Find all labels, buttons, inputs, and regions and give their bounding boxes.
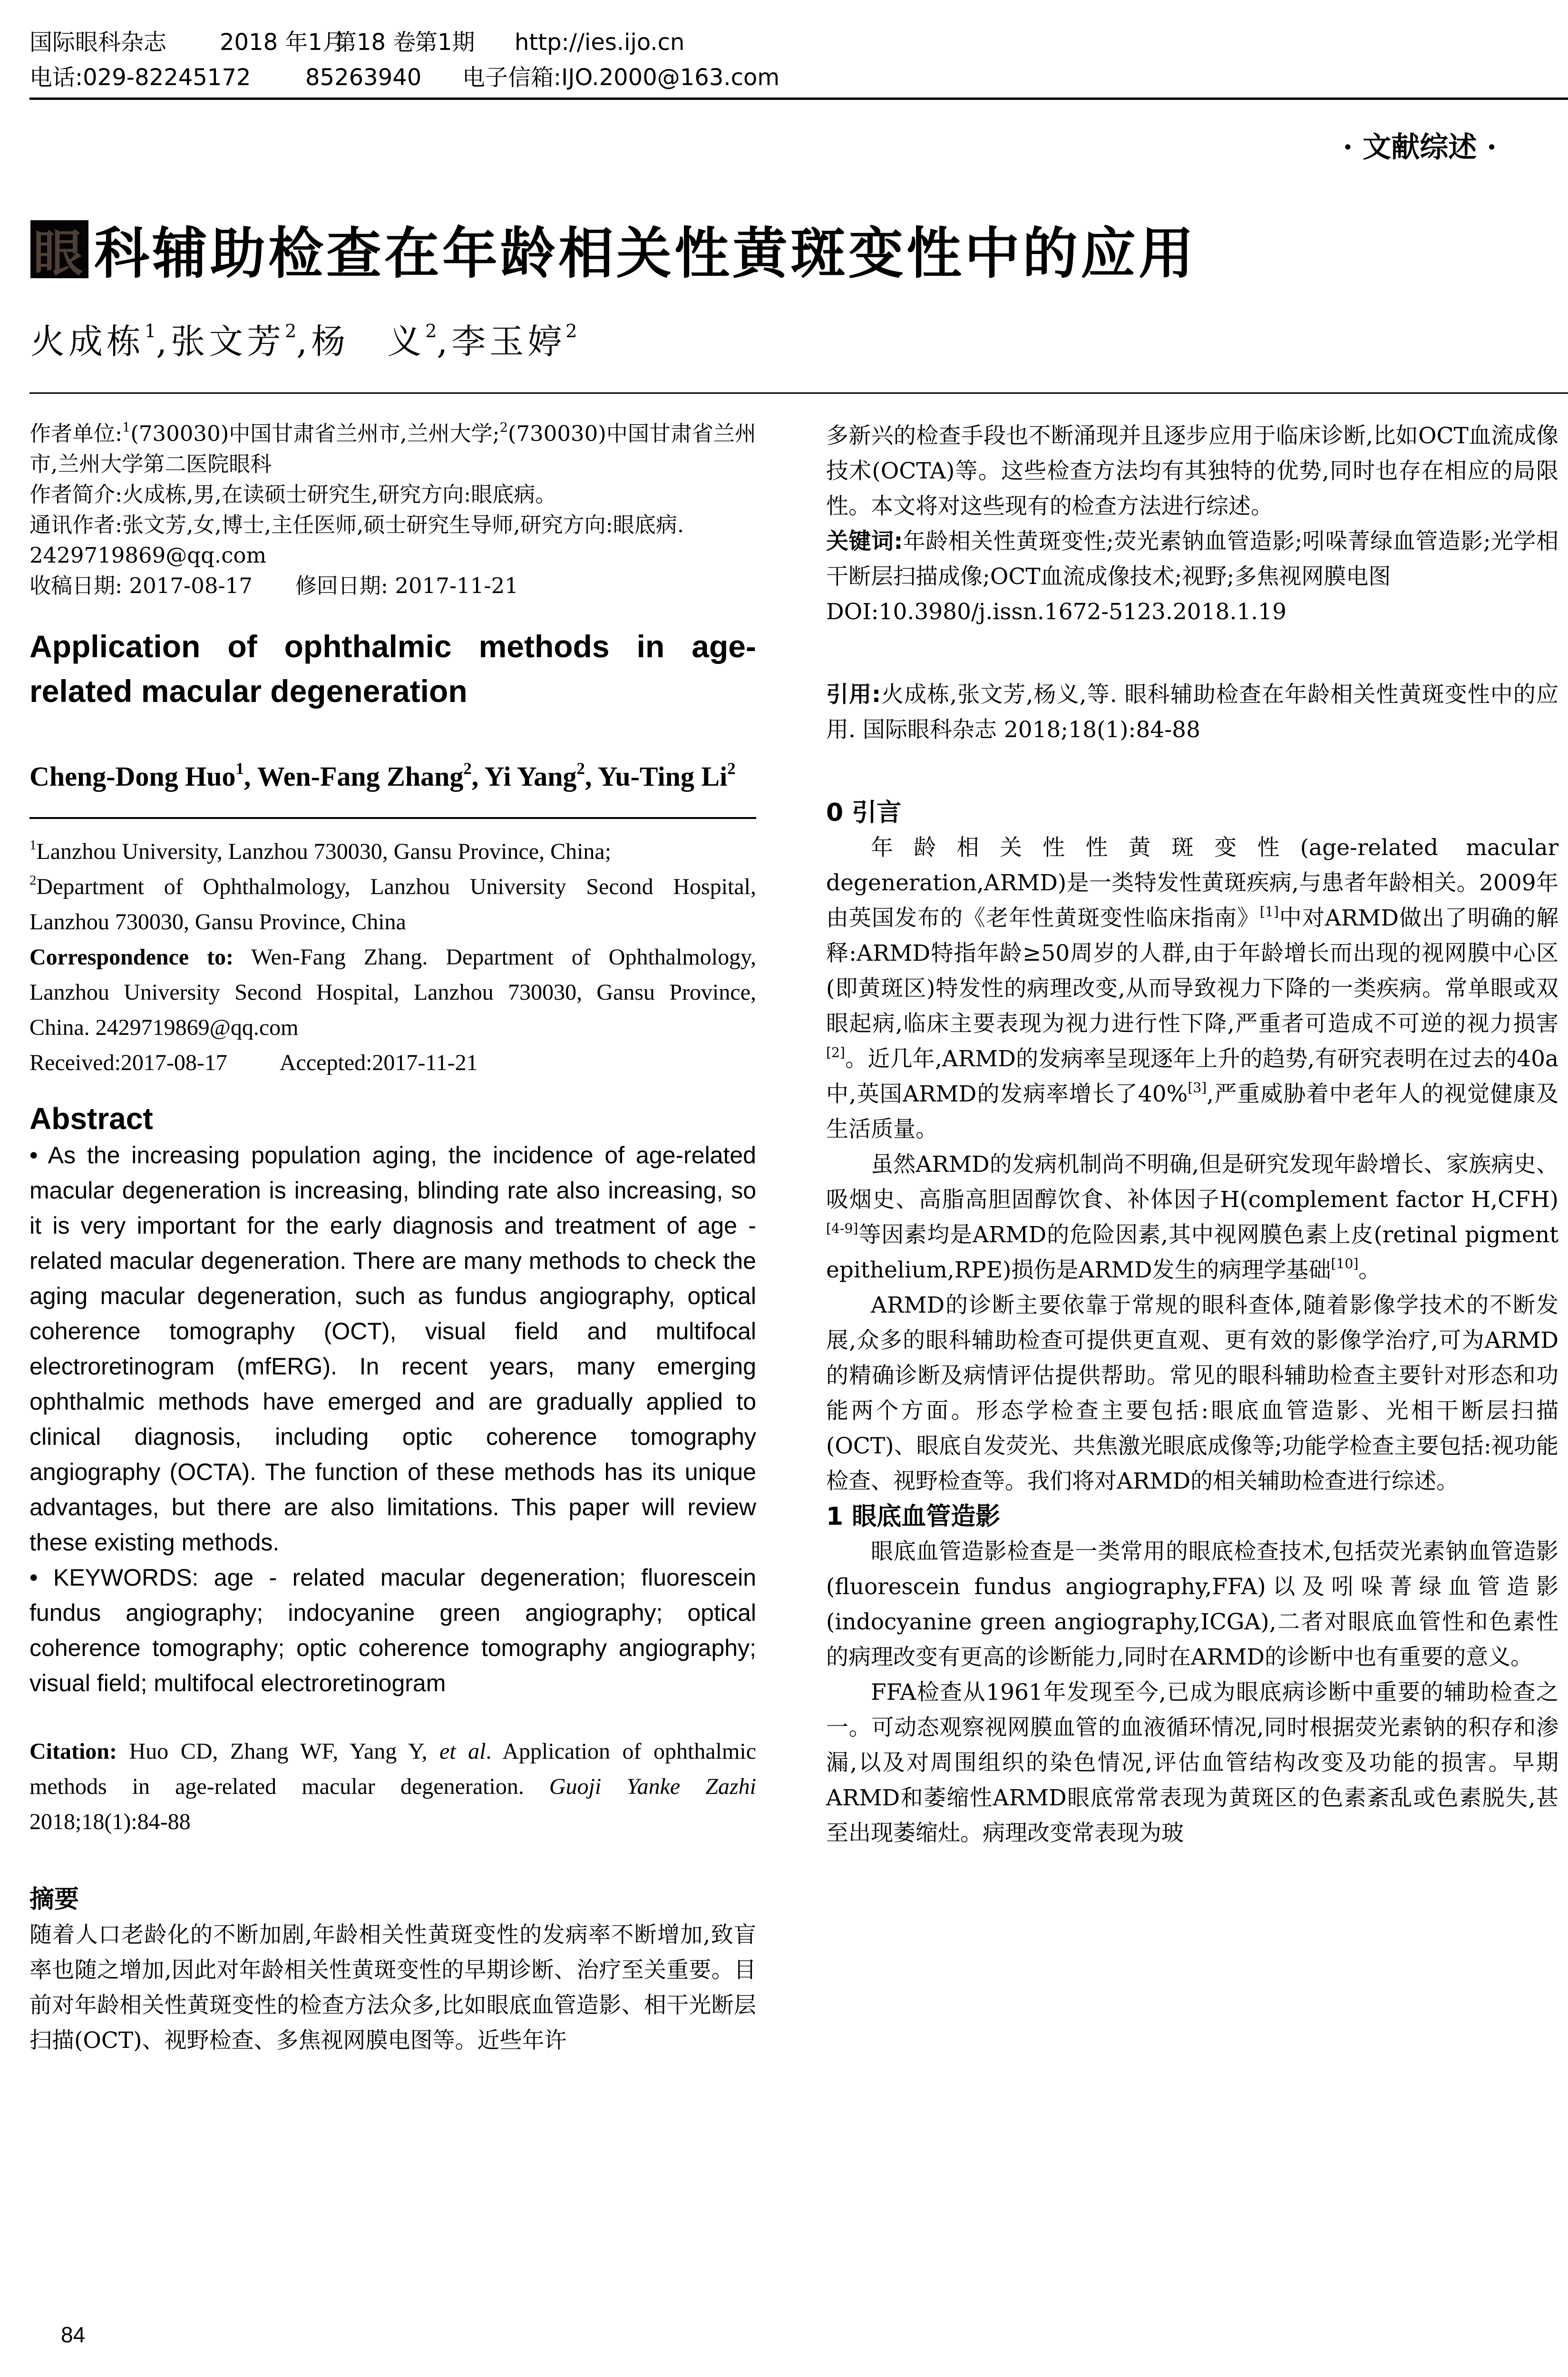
- label: 作者单位:: [29, 421, 123, 446]
- left-column: [29, 419, 756, 2058]
- author-name: Cheng-Dong Huo: [29, 761, 236, 792]
- correspondence: [29, 940, 756, 1045]
- phone: 电话:029-82245172: [29, 64, 251, 91]
- corresponding-author: 通讯作者:张文芳,女,博士,主任医师,硕士研究生导师,研究方向:眼底病. 2429719869@qq.com: [29, 512, 684, 568]
- chinese-citation: [826, 677, 1558, 748]
- citation-label: 引用:: [826, 682, 881, 708]
- volume: 第18 卷: [334, 29, 416, 56]
- citation-etal: et al: [439, 1739, 486, 1764]
- abstract-heading: Abstract: [29, 1101, 153, 1136]
- header-rule: [29, 97, 1568, 100]
- accepted-date: Accepted:2017-11-21: [279, 1050, 478, 1075]
- affiliation-mark: 1: [29, 837, 37, 853]
- running-header-line-2: [29, 60, 1547, 95]
- affiliation-mark: 2: [463, 759, 472, 778]
- reference-mark[interactable]: [4-9]: [826, 1220, 858, 1237]
- english-title: Application of ophthalmic methods in age-related macular degeneration: [29, 629, 756, 709]
- reference-mark[interactable]: [3]: [1188, 1080, 1207, 1096]
- affiliation-mark: 2: [727, 759, 736, 778]
- intro-paragraph-2: [826, 1147, 1558, 1288]
- author-name: Yi Yang: [484, 761, 577, 792]
- text: 年龄相关性性黄斑变性(age-related macular degeneration,ARMD)是一类特发性黄斑疾病,与患者年龄相关。2009年由英国发布的《老年性黄斑变性临床指南》: [826, 835, 1558, 931]
- unit-2: (730030)中国甘肃省兰州市,兰州大学第二医院眼科: [29, 421, 756, 477]
- citation-label: Citation:: [29, 1739, 117, 1764]
- right-column: [826, 419, 1558, 1851]
- text: 。近几年,ARMD的发病率呈现逐年上升的趋势,有研究表明在过去的40a中,英国ARMD的发病率增长了40%: [826, 1046, 1558, 1107]
- section-tag: · 文献综述 ·: [1343, 131, 1497, 164]
- text: 等因素均是ARMD的危险因素,其中视网膜色素上皮(retinal pigment epithelium,RPE)损伤是ARMD发生的病理学基础: [826, 1222, 1558, 1283]
- affiliation-mark: 1: [122, 420, 131, 436]
- citation-journal: Guoji Yanke Zazhi: [549, 1774, 756, 1799]
- affiliation-2: [29, 869, 756, 940]
- author-affiliation-mark: 2: [565, 321, 577, 341]
- author-name: 杨 义: [311, 321, 426, 361]
- citation-text: 火成栋,张文芳,杨义,等. 眼科辅助检查在年龄相关性黄斑变性中的应用. 国际眼科杂志 2018;18(1):84-88: [826, 682, 1559, 743]
- journal-name: 国际眼科杂志: [29, 29, 167, 56]
- chinese-abstract-continued: 多新兴的检查手段也不断涌现并且逐步应用于临床诊断,比如OCT血流成像技术(OCTA)等。这些检查方法均有其独特的优势,同时也存在相应的局限性。本文将对这些现有的检查方法进行综述。: [826, 423, 1558, 519]
- author-affiliation-mark: 2: [425, 321, 437, 341]
- keywords-label: 关键词:: [826, 528, 903, 555]
- section1-paragraph-1: 眼底血管造影检查是一类常用的眼底检查技术,包括荧光素钠血管造影(fluorescein fundus angiography,FFA)以及吲哚菁绿血管造影(indocyanine green angiography,ICGA),二者对眼底血管性和色素性的病理改变有更高的诊断能力,同时在ARMD的诊断中也有重要的意义。: [826, 1539, 1558, 1670]
- affiliation-text: Department of Ophthalmology, Lanzhou University Second Hospital, Lanzhou 730030, Gansu Province, China: [29, 874, 756, 935]
- article-title: [30, 209, 1197, 289]
- citation-text: . Application of ophthalmic methods in age-related macular degeneration.: [29, 1739, 756, 1799]
- english-dates: [29, 1045, 756, 1081]
- affiliation-mark: 2: [29, 872, 37, 888]
- unit-1: (730030)中国甘肃省兰州市,兰州大学;: [130, 421, 500, 446]
- issue-date: 2018 年1月: [220, 29, 345, 56]
- affiliation-text: Lanzhou University, Lanzhou 730030, Gansu Province, China;: [36, 839, 612, 864]
- english-citation: [29, 1734, 756, 1840]
- text: 中对ARMD做出了明确的解释:ARMD特指年龄≥50周岁的人群,由于年龄增长而出现的视网膜中心区(即黄斑区)特发性的病理改变,从而导致视力下降的一类疾病。常单眼或双眼起病,临床主要表现为视力进行性下降,严重者可造成不可逆的视力损害: [826, 905, 1558, 1037]
- reference-mark[interactable]: [2]: [826, 1044, 845, 1061]
- correspondence-label: Correspondence to:: [29, 945, 234, 970]
- author-info: [29, 419, 756, 601]
- intro-paragraph-3: ARMD的诊断主要依靠于常规的眼科查体,随着影像学技术的不断发展,众多的眼科辅助检查可提供更直观、更有效的影像学治疗,可为ARMD的精确诊断及病情评估提供帮助。常见的眼科辅助检查主要针对形态和功能两个方面。形态学检查主要包括:眼底血管造影、光相干断层扫描(OCT)、眼底自发荧光、共焦激光眼底成像等;功能学检查主要包括:视功能检查、视野检查等。我们将对ARMD的相关辅助检查进行综述。: [826, 1292, 1558, 1494]
- author-affiliation-mark: 1: [145, 321, 156, 341]
- text: ,严重威胁着中老年人的视觉健康及生活质量。: [826, 1081, 1558, 1142]
- author-name: 李玉婷: [451, 321, 566, 361]
- chinese-abstract-body: 随着人口老龄化的不断加剧,年龄相关性黄斑变性的发病率不断增加,致盲率也随之增加,因此对年龄相关性黄斑变性的早期诊断、治疗至关重要。目前对年龄相关性黄斑变性的检查方法众多,比如眼底血管造影、相干光断层扫描(OCT)、视野检查、多焦视网膜电图等。近些年许: [29, 1922, 756, 2054]
- affiliation-mark: 1: [235, 759, 244, 778]
- affiliation-mark: 2: [499, 420, 508, 436]
- fax: 85263940: [305, 64, 422, 91]
- email[interactable]: 电子信箱:IJO.2000@163.com: [462, 64, 780, 91]
- received-date: Received:2017-08-17: [29, 1050, 227, 1075]
- chinese-abstract-heading: 摘要: [29, 1885, 79, 1914]
- citation-authors: Huo CD, Zhang WF, Yang Y,: [117, 1739, 439, 1764]
- author-name: 火成栋: [30, 321, 145, 361]
- section-heading-intro: 0 引言: [826, 799, 902, 827]
- running-header: [29, 25, 1547, 95]
- author-name: Yu-Ting Li: [597, 761, 728, 792]
- english-affiliations: [29, 834, 756, 1081]
- keywords-text: 年龄相关性黄斑变性;荧光素钠血管造影;吲哚菁绿血管造影;光学相干断层扫描成像;OCT血流成像技术;视野;多焦视网膜电图: [826, 528, 1558, 590]
- text: 。: [1358, 1257, 1381, 1283]
- author-bio: 作者简介:火成栋,男,在读硕士研究生,研究方向:眼底病。: [29, 482, 557, 507]
- author-name: Wen-Fang Zhang: [257, 761, 464, 792]
- correspondence-text: Wen-Fang Zhang. Department of Ophthalmology, Lanzhou University Second Hospital, Lanzhou 730030, Gansu Province, China. 2429719869@qq.com: [29, 945, 756, 1040]
- title-text: 科辅助检查在年龄相关性黄斑变性中的应用: [94, 222, 1197, 286]
- abstract-body: • As the increasing population aging, the incidence of age-related macular degeneration is increasing, blinding rate also increasing, so it is very important for the early diagnosis and treatment of age - related macular degeneration. There are many methods to check the aging macular degeneration, such as fundus angiography, optical coherence tomography (OCT), visual field and multifocal electroretinogram (mfERG). In recent years, many emerging ophthalmic methods have emerged and are gradually applied to clinical diagnosis, including optic coherence tomography angiography (OCTA). The function of these methods has its unique advantages, but there are also limitations. This paper will review these existing methods.: [29, 1142, 756, 1556]
- text: 虽然ARMD的发病机制尚不明确,但是研究发现年龄增长、家族病史、吸烟史、高脂高胆固醇饮食、补体因子H(complement factor H,CFH): [826, 1151, 1558, 1213]
- revised-date: 修回日期: 2017-11-21: [295, 573, 518, 598]
- running-header-line-1: [29, 25, 1547, 60]
- page-number: 84: [61, 2322, 86, 2347]
- dates: [29, 571, 756, 601]
- received-date: 收稿日期: 2017-08-17: [29, 573, 253, 598]
- english-authors: Cheng-Dong Huo$^1$, Wen-Fang Zhang$^2$, Yi Yang$^2$, Yu-Ting Li$^2$: [29, 759, 736, 792]
- author-affiliation-mark: 2: [285, 321, 297, 341]
- title-drop-character: 眼: [30, 220, 88, 278]
- citation-ref: 2018;18(1):84-88: [29, 1809, 191, 1834]
- divider: [29, 817, 756, 819]
- doi[interactable]: DOI:10.3980/j.issn.1672-5123.2018.1.19: [826, 599, 1287, 625]
- reference-mark[interactable]: [10]: [1331, 1256, 1359, 1272]
- affiliation-1: [29, 834, 756, 869]
- author-name: 张文芳: [171, 321, 285, 361]
- author-units: [29, 419, 756, 479]
- intro-paragraph-1: [826, 830, 1558, 1147]
- issue-number: 第1期: [415, 29, 475, 56]
- abstract-keywords: • KEYWORDS: age - related macular degeneration; fluorescein fundus angiography; indocyanine green angiography; optical coherence tomography; optic coherence tomography angiography; visual field; multifocal electroretinogram: [29, 1564, 756, 1696]
- title-rule: [29, 392, 1568, 394]
- section1-paragraph-2: FFA检查从1961年发现至今,已成为眼底病诊断中重要的辅助检查之一。可动态观察视网膜血管的血液循环情况,同时根据荧光素钠的积存和渗漏,以及对周围组织的染色情况,评估血管结构改变及功能的损害。早期ARMD和萎缩性ARMD眼底常常表现为黄斑区的色素紊乱或色素脱失,甚至出现萎缩灶。病理改变常表现为玻: [826, 1679, 1558, 1846]
- authors-cn: 火成栋$^1$,张文芳$^2$,杨 义$^2$,李玉婷$^2$: [30, 321, 577, 361]
- affiliation-mark: 2: [576, 759, 585, 778]
- reference-mark[interactable]: [1]: [1259, 904, 1279, 920]
- section-heading-1: 1 眼底血管造影: [826, 1502, 1001, 1531]
- journal-url[interactable]: http://ies.ijo.cn: [515, 29, 685, 56]
- chinese-keywords: [826, 524, 1558, 594]
